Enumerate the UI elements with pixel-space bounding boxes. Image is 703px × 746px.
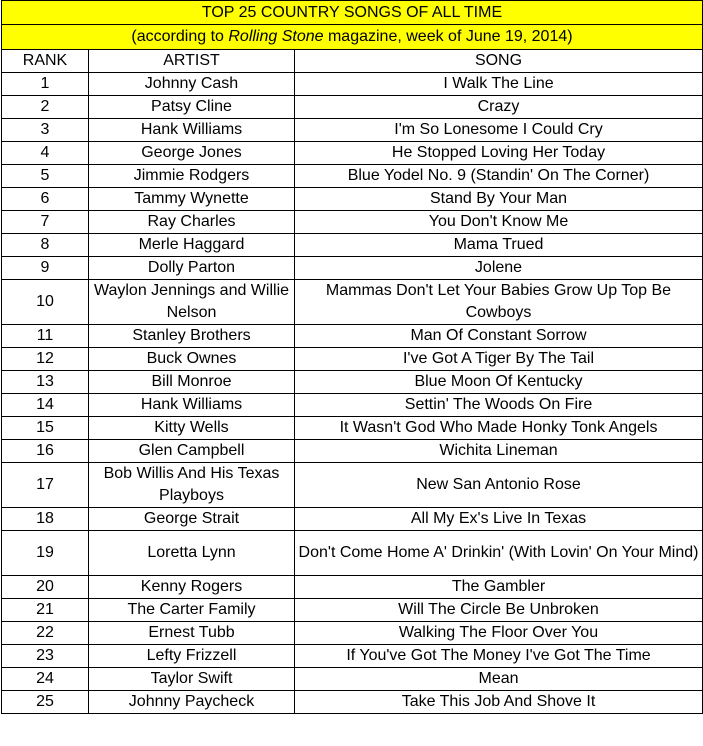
rank-cell: 16 <box>2 440 89 463</box>
artist-cell: Hank Williams <box>89 119 295 142</box>
song-cell: Wichita Lineman <box>295 440 703 463</box>
artist-cell: Lefty Frizzell <box>89 645 295 668</box>
rank-cell: 14 <box>2 394 89 417</box>
table-row <box>2 417 703 440</box>
artist-cell: Bob Willis And His Texas Playboys <box>89 463 295 508</box>
rank-cell: 1 <box>2 73 89 96</box>
rank-cell: 17 <box>2 463 89 508</box>
table-row <box>2 691 703 714</box>
table-subtitle <box>2 25 703 50</box>
rank-cell: 20 <box>2 576 89 599</box>
song-cell: I'm So Lonesome I Could Cry <box>295 119 703 142</box>
rank-cell: 3 <box>2 119 89 142</box>
table-row <box>2 622 703 645</box>
table-title: TOP 25 COUNTRY SONGS OF ALL TIME <box>2 1 703 25</box>
song-cell: Stand By Your Man <box>295 188 703 211</box>
song-cell: I Walk The Line <box>295 73 703 96</box>
artist-cell: Stanley Brothers <box>89 325 295 348</box>
song-cell: Blue Yodel No. 9 (Standin' On The Corner) <box>295 165 703 188</box>
artist-cell: Loretta Lynn <box>89 531 295 576</box>
artist-cell: George Strait <box>89 508 295 531</box>
song-cell: I've Got A Tiger By The Tail <box>295 348 703 371</box>
subtitle-magazine: Rolling Stone <box>228 28 324 45</box>
artist-cell: Tammy Wynette <box>89 188 295 211</box>
song-cell: You Don't Know Me <box>295 211 703 234</box>
rank-cell: 5 <box>2 165 89 188</box>
table-row <box>2 348 703 371</box>
song-cell: Settin' The Woods On Fire <box>295 394 703 417</box>
artist-cell: The Carter Family <box>89 599 295 622</box>
rank-cell: 2 <box>2 96 89 119</box>
column-header-rank: RANK <box>2 50 89 73</box>
table-row <box>2 165 703 188</box>
table-row <box>2 142 703 165</box>
artist-cell: Jimmie Rodgers <box>89 165 295 188</box>
rank-cell: 10 <box>2 280 89 325</box>
table-row <box>2 119 703 142</box>
table-row <box>2 463 703 508</box>
rank-cell: 24 <box>2 668 89 691</box>
table-row <box>2 668 703 691</box>
artist-cell: Glen Campbell <box>89 440 295 463</box>
song-cell: Take This Job And Shove It <box>295 691 703 714</box>
rank-cell: 15 <box>2 417 89 440</box>
artist-cell: Johnny Paycheck <box>89 691 295 714</box>
artist-cell: Buck Ownes <box>89 348 295 371</box>
song-cell: All My Ex's Live In Texas <box>295 508 703 531</box>
table-row <box>2 96 703 119</box>
rank-cell: 25 <box>2 691 89 714</box>
song-cell: Don't Come Home A' Drinkin' (With Lovin' On Your Mind) <box>295 531 703 576</box>
artist-cell: Ernest Tubb <box>89 622 295 645</box>
song-cell: It Wasn't God Who Made Honky Tonk Angels <box>295 417 703 440</box>
column-header-row <box>2 50 703 73</box>
artist-cell: Dolly Parton <box>89 257 295 280</box>
rank-cell: 18 <box>2 508 89 531</box>
table-row <box>2 73 703 96</box>
table-row <box>2 599 703 622</box>
song-cell: Man Of Constant Sorrow <box>295 325 703 348</box>
artist-cell: Merle Haggard <box>89 234 295 257</box>
artist-cell: George Jones <box>89 142 295 165</box>
song-cell: Jolene <box>295 257 703 280</box>
rank-cell: 11 <box>2 325 89 348</box>
table-row <box>2 257 703 280</box>
artist-cell: Kenny Rogers <box>89 576 295 599</box>
song-cell: He Stopped Loving Her Today <box>295 142 703 165</box>
table-row <box>2 188 703 211</box>
rank-cell: 22 <box>2 622 89 645</box>
table-row <box>2 531 703 576</box>
rank-cell: 13 <box>2 371 89 394</box>
song-cell: Mean <box>295 668 703 691</box>
song-cell: Will The Circle Be Unbroken <box>295 599 703 622</box>
artist-cell: Waylon Jennings and Willie Nelson <box>89 280 295 325</box>
artist-cell: Kitty Wells <box>89 417 295 440</box>
rank-cell: 9 <box>2 257 89 280</box>
rank-cell: 12 <box>2 348 89 371</box>
table-row <box>2 280 703 325</box>
table-row <box>2 325 703 348</box>
subtitle-prefix: (according to <box>131 28 229 45</box>
songs-table <box>1 0 703 714</box>
song-cell: If You've Got The Money I've Got The Time <box>295 645 703 668</box>
song-cell: The Gambler <box>295 576 703 599</box>
song-cell: New San Antonio Rose <box>295 463 703 508</box>
artist-cell: Taylor Swift <box>89 668 295 691</box>
song-cell: Mama Trued <box>295 234 703 257</box>
artist-cell: Ray Charles <box>89 211 295 234</box>
subtitle-suffix: magazine, week of June 19, 2014) <box>323 28 573 45</box>
table-row <box>2 508 703 531</box>
table-row <box>2 576 703 599</box>
rank-cell: 23 <box>2 645 89 668</box>
rank-cell: 19 <box>2 531 89 576</box>
artist-cell: Bill Monroe <box>89 371 295 394</box>
rank-cell: 7 <box>2 211 89 234</box>
rank-cell: 8 <box>2 234 89 257</box>
rank-cell: 6 <box>2 188 89 211</box>
column-header-artist: ARTIST <box>89 50 295 73</box>
title-row <box>2 1 703 25</box>
song-cell: Blue Moon Of Kentucky <box>295 371 703 394</box>
song-cell: Walking The Floor Over You <box>295 622 703 645</box>
table-row <box>2 645 703 668</box>
artist-cell: Johnny Cash <box>89 73 295 96</box>
column-header-song: SONG <box>295 50 703 73</box>
table-row <box>2 234 703 257</box>
song-cell: Mammas Don't Let Your Babies Grow Up Top Be Cowboys <box>295 280 703 325</box>
song-cell: Crazy <box>295 96 703 119</box>
table-row <box>2 371 703 394</box>
artist-cell: Hank Williams <box>89 394 295 417</box>
table-row <box>2 394 703 417</box>
artist-cell: Patsy Cline <box>89 96 295 119</box>
rank-cell: 21 <box>2 599 89 622</box>
subtitle-row <box>2 25 703 50</box>
table-row <box>2 211 703 234</box>
rank-cell: 4 <box>2 142 89 165</box>
table-row <box>2 440 703 463</box>
